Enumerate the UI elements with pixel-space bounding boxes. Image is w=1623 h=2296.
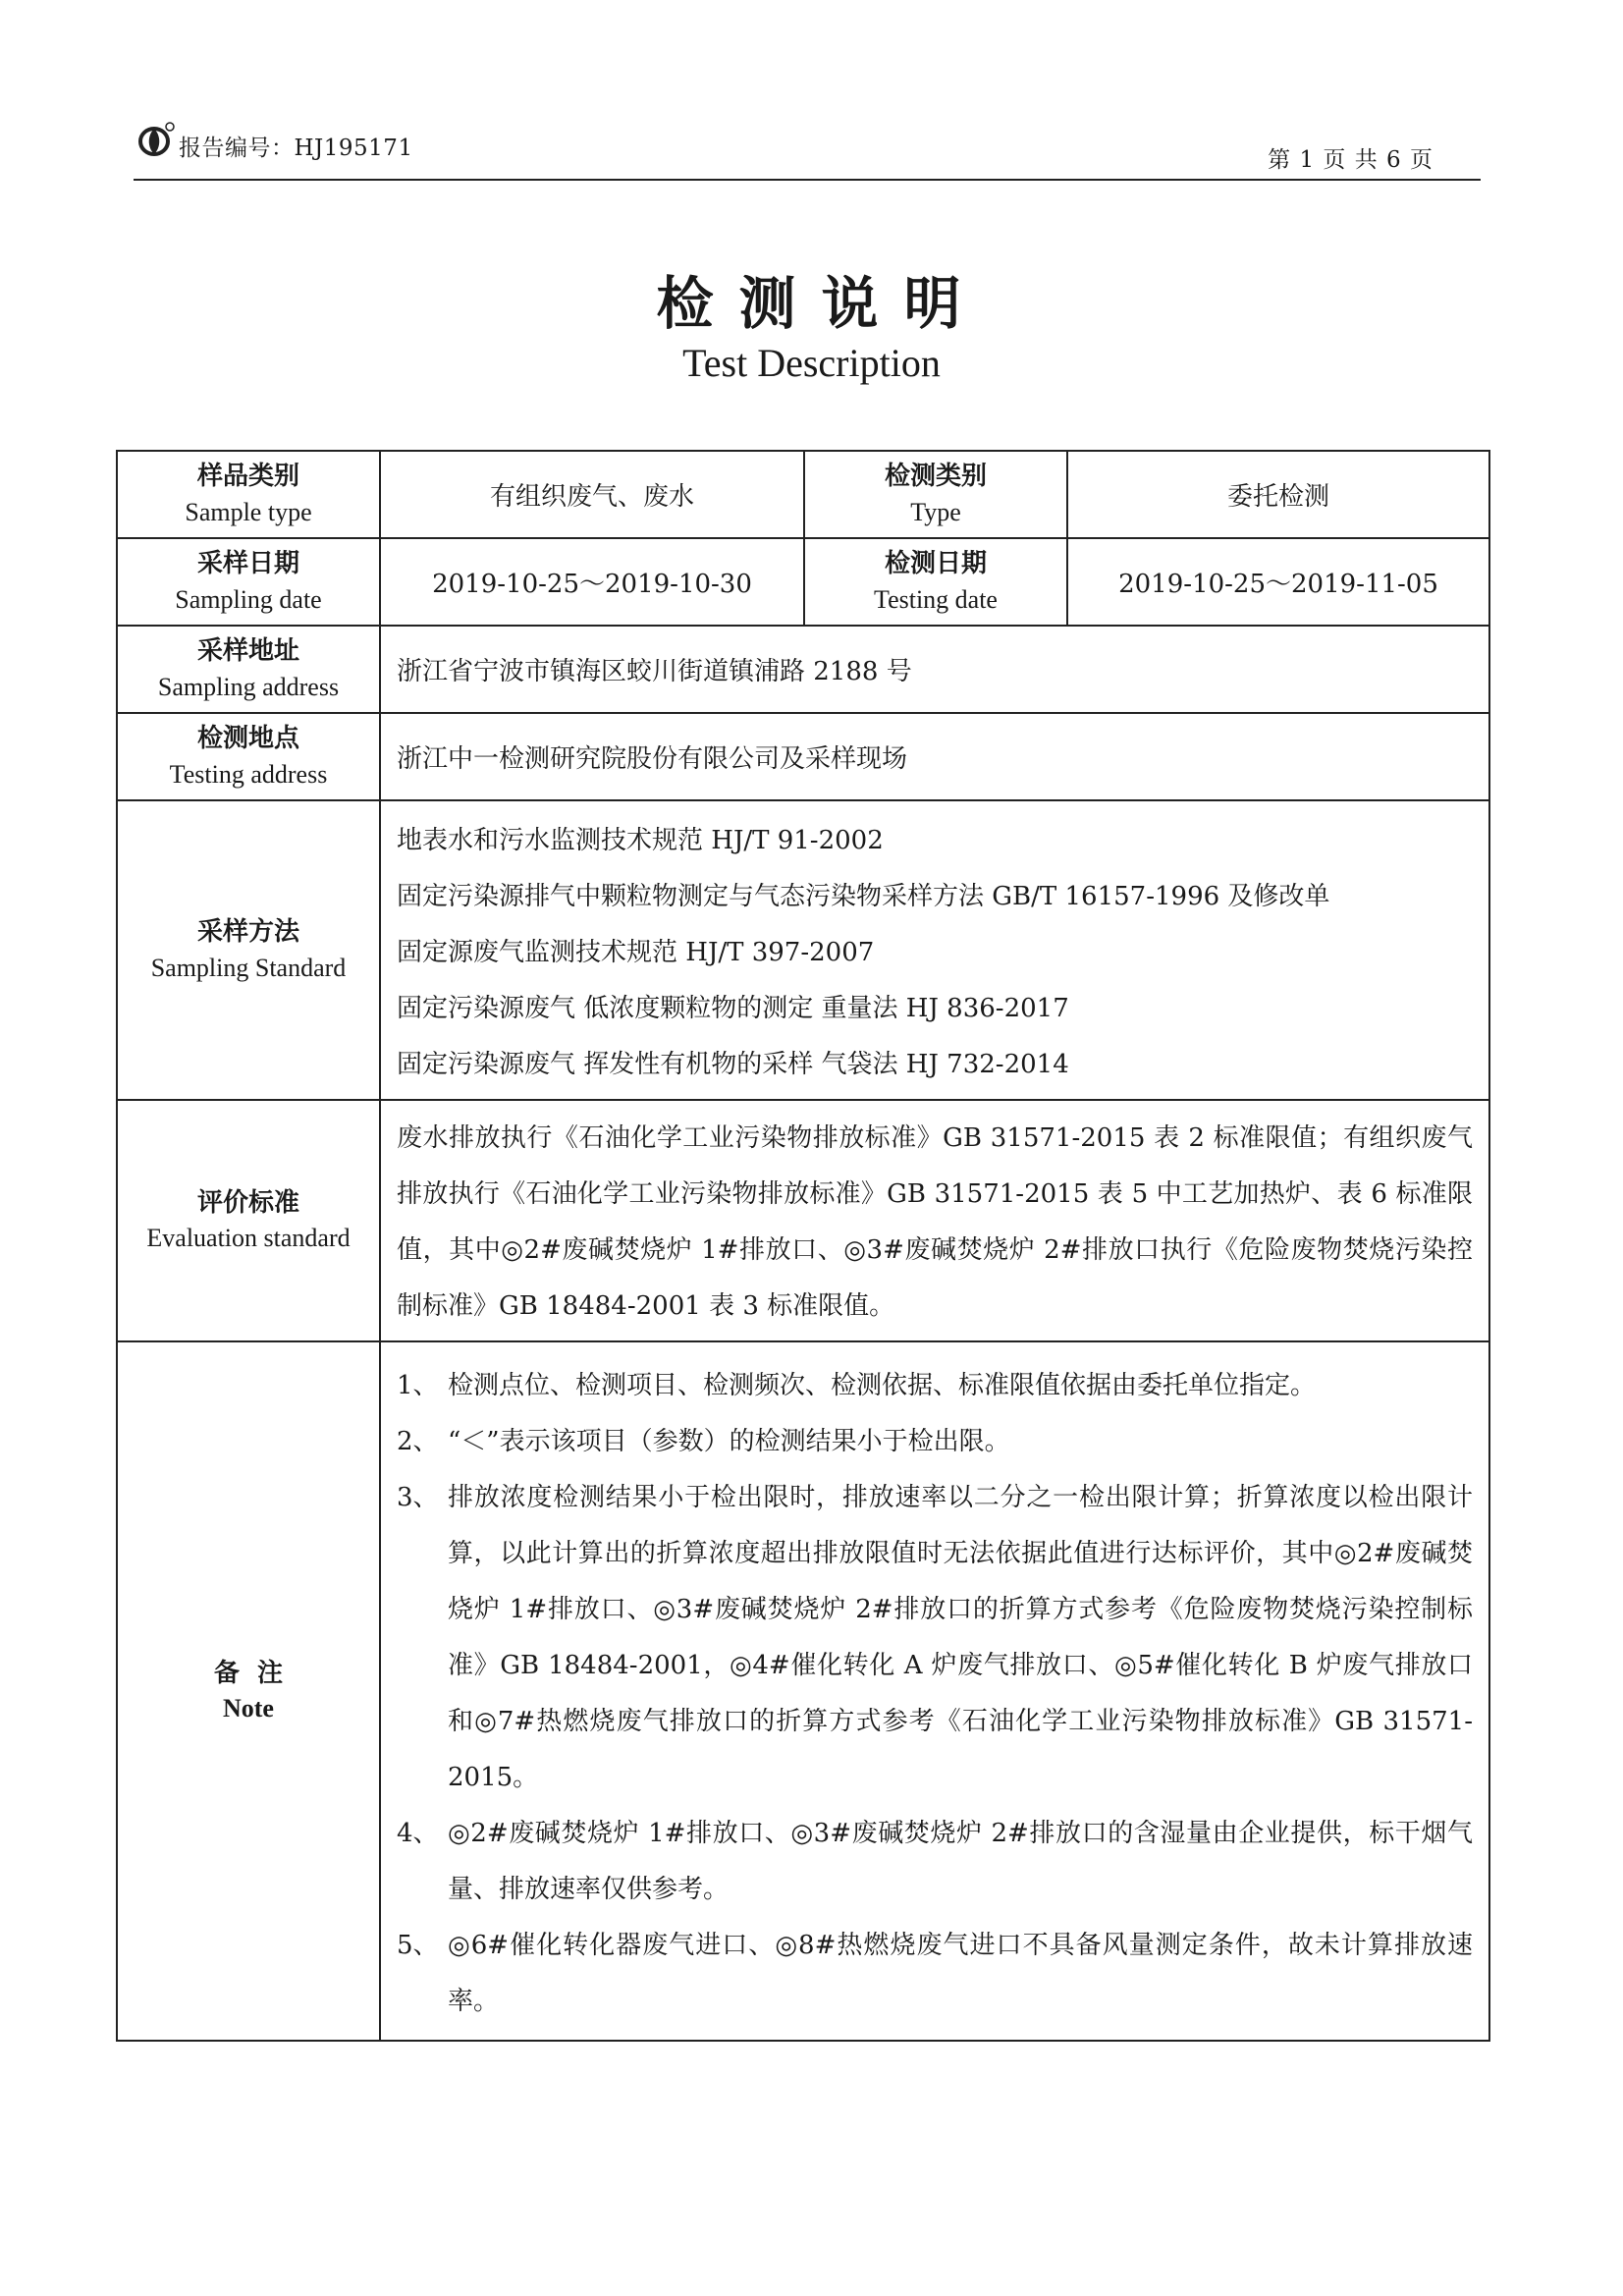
note-number: 5、 bbox=[397, 1931, 439, 1960]
sampling-standard-label-en: Sampling Standard bbox=[150, 953, 347, 982]
list-item: 地表水和污水监测技术规范 HJ/T 91-2002 bbox=[397, 826, 884, 855]
note-text: 排放浓度检测结果小于检出限时，排放速率以二分之一检出限计算；折算浓度以检出限计算，以此计算出的折算浓度超出排放限值时无法依据此值进行达标评价，其中◎2#废碱焚烧炉 1#排放口、◎3#废碱焚烧炉 2#排放口的折算方式参考《危险废物焚烧污染控制标准》GB 18484-2001，◎4#催化转化 A 炉废气排放口、◎5#催化转化 B 炉废气排放口和◎7#热燃烧废气排放口的折算方式参考《石油化学工业污染物排放标准》GB 31571-2015。 bbox=[448, 1483, 1473, 1792]
list-item bbox=[397, 1470, 1473, 1806]
table-row-note bbox=[117, 1341, 1489, 2041]
note-text: “＜”表示该项目（参数）的检测结果小于检出限。 bbox=[448, 1427, 1010, 1456]
test-type-value: 委托检测 bbox=[1067, 451, 1489, 538]
table-row-sample-type bbox=[117, 451, 1489, 538]
note-label bbox=[117, 1341, 380, 2041]
note-text: ◎6#催化转化器废气进口、◎8#热燃烧废气进口不具备风量测定条件，故未计算排放速率。 bbox=[448, 1931, 1473, 2016]
testing-date-label-en: Testing date bbox=[874, 584, 998, 614]
testing-address-label bbox=[117, 713, 380, 800]
evaluation-standard-label-cn: 评价标准 bbox=[196, 1187, 299, 1218]
testing-date-label-cn: 检测日期 bbox=[884, 549, 987, 579]
sample-type-value: 有组织废气、废水 bbox=[380, 451, 804, 538]
sampling-standard-label-cn: 采样方法 bbox=[196, 917, 299, 948]
testing-date-label bbox=[804, 538, 1067, 626]
list-item bbox=[397, 1414, 1473, 1470]
sample-type-label-cn: 样品类别 bbox=[196, 462, 299, 492]
note-number: 4、 bbox=[397, 1819, 439, 1848]
note-number: 1、 bbox=[397, 1371, 439, 1400]
note-number: 2、 bbox=[397, 1427, 439, 1456]
test-type-label bbox=[804, 451, 1067, 538]
sampling-date-label-cn: 采样日期 bbox=[196, 549, 299, 579]
page-number: 第 1 页 共 6 页 bbox=[1268, 147, 1434, 173]
list-item bbox=[397, 1918, 1473, 2030]
sampling-date-label bbox=[117, 538, 380, 626]
testing-date-value: 2019-10-25～2019-11-05 bbox=[1067, 538, 1489, 626]
table-row-testing-address bbox=[117, 713, 1489, 800]
sample-type-label bbox=[117, 451, 380, 538]
note-text: ◎2#废碱焚烧炉 1#排放口、◎3#废碱焚烧炉 2#排放口的含湿量由企业提供，标干烟气量、排放速率仅供参考。 bbox=[448, 1819, 1473, 1904]
list-item bbox=[397, 1358, 1473, 1414]
note-text: 检测点位、检测项目、检测频次、检测依据、标准限值依据由委托单位指定。 bbox=[448, 1371, 1317, 1400]
evaluation-standard-label-en: Evaluation standard bbox=[146, 1224, 351, 1252]
table-row-evaluation-standard bbox=[117, 1100, 1489, 1341]
note-label-en: Note bbox=[223, 1694, 274, 1722]
page-title: 检测说明 bbox=[656, 270, 987, 337]
company-logo-icon bbox=[137, 120, 177, 159]
note-list bbox=[380, 1341, 1489, 2041]
page-header bbox=[134, 116, 1481, 181]
sampling-standard-label bbox=[117, 800, 380, 1100]
sampling-address-label-en: Sampling address bbox=[157, 672, 340, 701]
page-subtitle: Test Description bbox=[682, 341, 941, 385]
testing-address-label-cn: 检测地点 bbox=[196, 724, 299, 754]
sampling-date-value: 2019-10-25～2019-10-30 bbox=[380, 538, 804, 626]
table-row-dates bbox=[117, 538, 1489, 626]
table-row-sampling-standard bbox=[117, 800, 1489, 1100]
list-item: 固定污染源废气 挥发性有机物的采样 气袋法 HJ 732-2014 bbox=[397, 1050, 1069, 1079]
evaluation-standard-label bbox=[117, 1100, 380, 1341]
testing-address-label-en: Testing address bbox=[169, 759, 328, 789]
sampling-standard-list bbox=[380, 800, 1489, 1100]
table-row-sampling-address bbox=[117, 626, 1489, 713]
test-type-label-en: Type bbox=[910, 497, 961, 526]
evaluation-standard-text: 废水排放执行《石油化学工业污染物排放标准》GB 31571-2015 表 2 标准限值；有组织废气排放执行《石油化学工业污染物排放标准》GB 31571-2015 表 5 中工艺加热炉、表 6 标准限值，其中◎2#废碱焚烧炉 1#排放口、◎3#废碱焚烧炉 2#排放口执行《危险废物焚烧污染控制标准》GB 18484-2001 表 3 标准限值。 bbox=[380, 1100, 1489, 1341]
note-label-cn: 备 注 bbox=[213, 1658, 284, 1688]
test-description-table bbox=[116, 450, 1490, 2042]
sampling-address-value: 浙江省宁波市镇海区蛟川街道镇浦路 2188 号 bbox=[380, 626, 1489, 713]
report-number: 报告编号：HJ195171 bbox=[179, 136, 413, 161]
sampling-date-label-en: Sampling date bbox=[175, 584, 322, 614]
list-item: 固定源废气监测技术规范 HJ/T 397-2007 bbox=[397, 938, 875, 967]
sample-type-label-en: Sample type bbox=[185, 497, 312, 526]
note-number: 3、 bbox=[397, 1483, 439, 1512]
sampling-address-label-cn: 采样地址 bbox=[196, 636, 299, 667]
test-type-label-cn: 检测类别 bbox=[884, 462, 987, 492]
sampling-address-label bbox=[117, 626, 380, 713]
list-item: 固定污染源废气 低浓度颗粒物的测定 重量法 HJ 836-2017 bbox=[397, 994, 1069, 1023]
list-item bbox=[397, 1806, 1473, 1918]
testing-address-value: 浙江中一检测研究院股份有限公司及采样现场 bbox=[380, 713, 1489, 800]
list-item: 固定污染源排气中颗粒物测定与气态污染物采样方法 GB/T 16157-1996 及修改单 bbox=[397, 882, 1330, 911]
